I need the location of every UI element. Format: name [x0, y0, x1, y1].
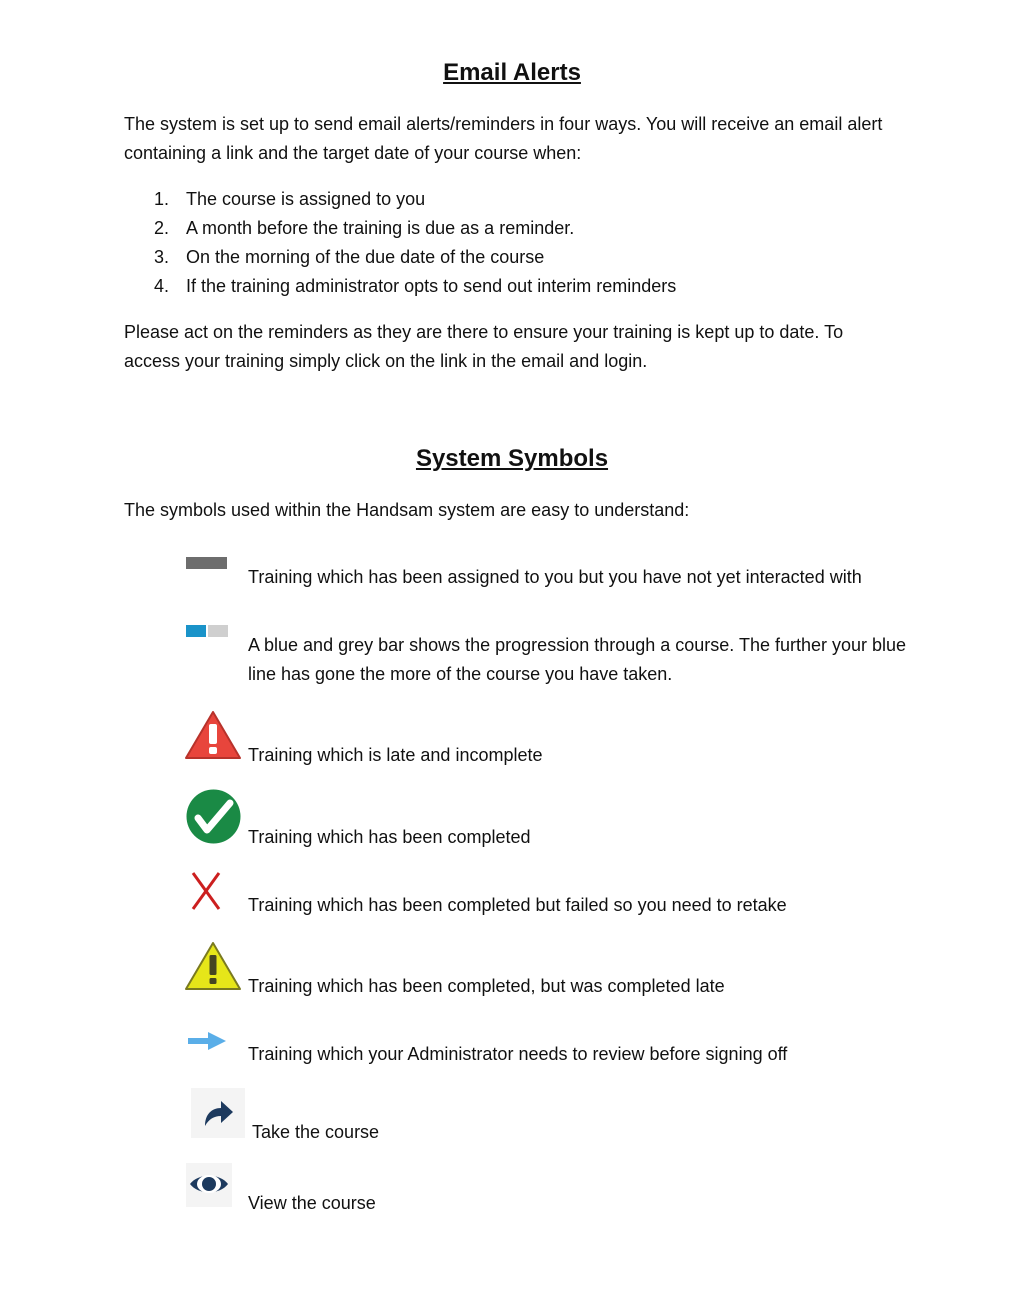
list-item-number: 2.: [154, 218, 170, 238]
list-item-number: 3.: [154, 247, 170, 267]
progress-bar-icon: [186, 625, 228, 637]
list-item-text: On the morning of the due date of the course: [186, 247, 545, 267]
symbol-description: Take the course: [252, 1122, 380, 1142]
list-item-number: 4.: [154, 276, 170, 296]
email-alerts-intro: The system is set up to send email alerts/reminders in four ways. You will receive an email alert containing a link and the target date of your course when:: [124, 114, 883, 163]
eye-icon: [188, 1169, 230, 1199]
symbol-description: Training which has been completed, but was completed late: [248, 976, 725, 996]
list-item-text: A month before the training is due as a reminder.: [186, 218, 575, 238]
email-alerts-closing: Please act on the reminders as they are there to ensure your training is kept up to date. To access your training simply click on the link in the email and login.: [124, 322, 844, 371]
share-arrow-icon: [201, 1096, 235, 1130]
list-item-text: If the training administrator opts to send out interim reminders: [186, 276, 677, 296]
yellow-warning-icon: [184, 940, 242, 992]
green-check-icon: [185, 788, 242, 845]
take-course-button[interactable]: [191, 1088, 245, 1138]
system-symbols-heading: System Symbols: [415, 445, 609, 472]
red-x-icon: [188, 870, 224, 912]
email-alerts-heading: Email Alerts: [443, 59, 581, 86]
system-symbols-intro: The symbols used within the Handsam system are easy to understand:: [124, 500, 690, 520]
symbol-description: A blue and grey bar shows the progression through a course. The further your blue line has gone the more of the course you have taken.: [248, 635, 907, 684]
grey-bar-icon: [186, 557, 227, 569]
symbol-description: View the course: [248, 1193, 376, 1213]
symbol-description: Training which has been assigned to you but you have not yet interacted with: [248, 567, 862, 587]
list-item-text: The course is assigned to you: [186, 189, 426, 209]
symbol-description: Training which has been completed: [248, 827, 531, 847]
symbol-description: Training which has been completed but failed so you need to retake: [248, 895, 787, 915]
blue-arrow-icon: [186, 1030, 228, 1052]
symbol-description: Training which your Administrator needs to review before signing off: [248, 1044, 788, 1064]
list-item-number: 1.: [154, 189, 170, 209]
symbol-description: Training which is late and incomplete: [248, 745, 543, 765]
view-course-button[interactable]: [186, 1163, 232, 1207]
red-warning-icon: [184, 709, 242, 761]
